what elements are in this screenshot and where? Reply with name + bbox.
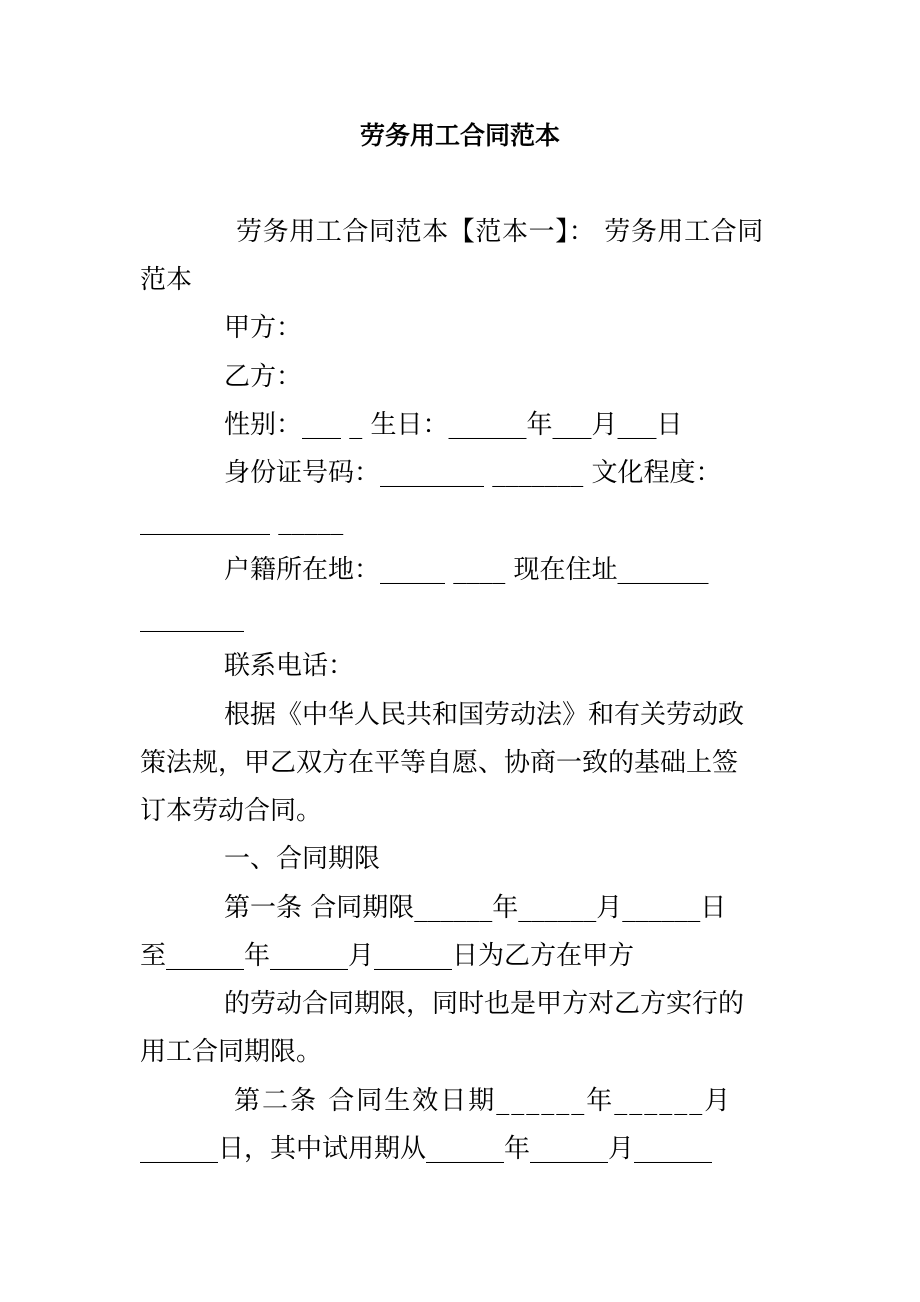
text-line: 联系电话： xyxy=(224,651,355,681)
text-line: 订本劳动合同。 xyxy=(140,796,323,826)
text-line: 第一条 合同期限______年______月______日 xyxy=(224,893,727,923)
text-line: 根据《中华人民共和国劳动法》和有关劳动政 xyxy=(224,700,745,730)
text-line: 范本 xyxy=(140,265,193,295)
text-line: 甲方： xyxy=(224,313,303,343)
document-title: 劳务用工合同范本 xyxy=(359,121,560,150)
text-line: 用工合同期限。 xyxy=(140,1037,323,1067)
text-line: 户籍所在地：_____ ____ 现在住址_______ xyxy=(224,555,709,585)
text-line: 策法规，甲乙双方在平等自愿、协商一致的基础上签 xyxy=(140,748,739,778)
text-line: 的劳动合同期限，同时也是甲方对乙方实行的 xyxy=(224,989,745,1019)
text-line: __________ _____ xyxy=(140,506,344,536)
section-heading: 一、合同期限 xyxy=(224,844,381,874)
text-line: 身份证号码：________ _______ 文化程度： xyxy=(224,458,722,488)
text-line: 性别：___ _ 生日：______年___月___日 xyxy=(224,410,683,440)
text-line: 第二条 合同生效日期______年______月 xyxy=(234,1086,733,1116)
text-line: 至______年______月______日为乙方在甲方 xyxy=(140,941,635,971)
text-line: ______日，其中试用期从______年______月______ xyxy=(140,1134,713,1164)
text-line: 乙方： xyxy=(224,362,303,392)
text-line: 劳务用工合同范本【范本一】： 劳务用工合同 xyxy=(236,217,764,247)
text-line: ________ xyxy=(140,603,244,633)
